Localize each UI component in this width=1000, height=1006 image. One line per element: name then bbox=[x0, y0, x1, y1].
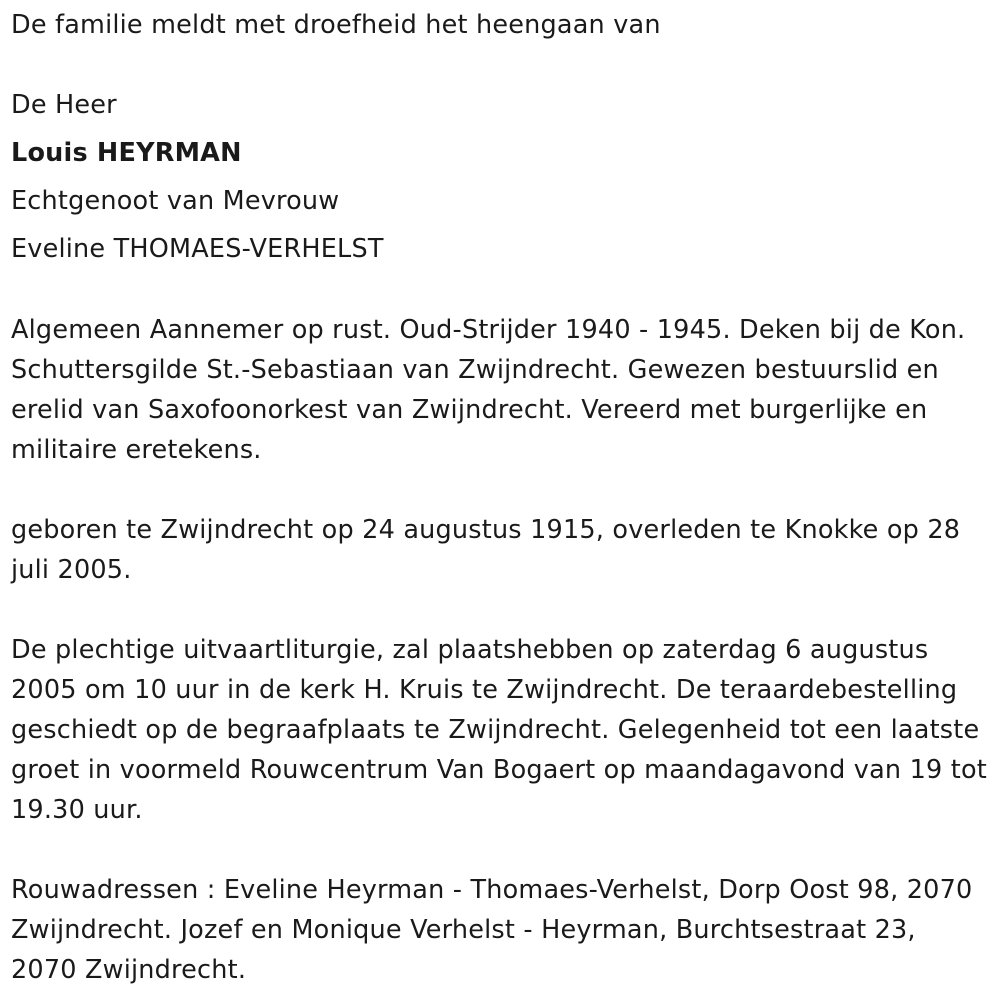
intro-line: De familie meldt met droefheid het heengaan van bbox=[11, 10, 661, 40]
spouse-name: Eveline THOMAES-VERHELST bbox=[11, 234, 384, 264]
funeral-paragraph: De plechtige uitvaartliturgie, zal plaatshebben op zaterdag 6 augustus 2005 om 10 uur in de kerk H. Kruis te Zwijndrecht. De teraardebestelling geschiedt op de begraafplaats te Zwijndrecht. Gelegenheid tot een laatste groet in voormeld Rouwcentrum Van Bogaert op maandagavond van 19 tot 19.30 uur. bbox=[11, 635, 987, 825]
addresses-paragraph: Rouwadressen : Eveline Heyrman - Thomaes-Verhelst, Dorp Oost 98, 2070 Zwijndrecht. Jozef en Monique Verhelst - Heyrman, Burchtsestraat 23, 2070 Zwijndrecht. bbox=[11, 875, 973, 985]
honorific-title: De Heer bbox=[11, 90, 117, 120]
spouse-label: Echtgenoot van Mevrouw bbox=[11, 186, 340, 216]
birth-death-paragraph: geboren te Zwijndrecht op 24 augustus 1915, overleden te Knokke op 28 juli 2005. bbox=[11, 515, 961, 585]
deceased-name: Louis HEYRMAN bbox=[11, 138, 242, 168]
biography-paragraph: Algemeen Aannemer op rust. Oud-Strijder 1940 - 1945. Deken bij de Kon. Schuttersgilde St.-Sebastiaan van Zwijndrecht. Gewezen bestuurslid en erelid van Saxofoonorkest van Zwijndrecht. Vereerd met burgerlijke en militaire eretekens. bbox=[11, 315, 966, 465]
